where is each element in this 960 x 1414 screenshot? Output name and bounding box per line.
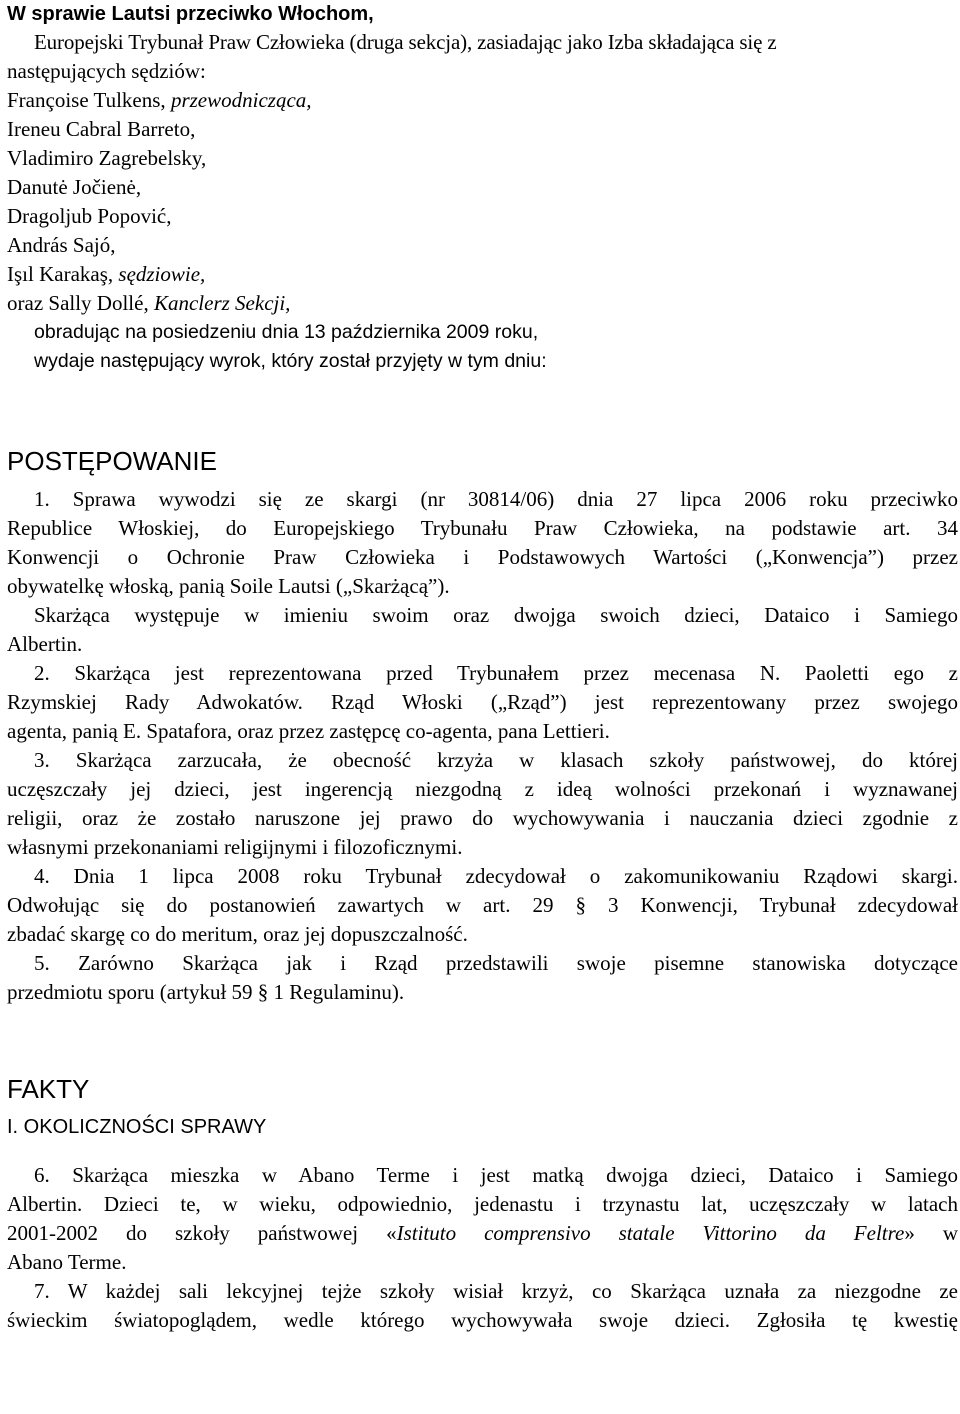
procedure-line: obywatelkę włoską, panią Soile Lautsi („Skarżącą”).	[7, 574, 450, 598]
document-page	[7, 0, 958, 1335]
para6-line-1: 6. Skarżąca mieszka w Abano Terme i jest matką dwojga dzieci, Dataico i Samiego	[34, 1163, 958, 1187]
procedure-line: Rzymskiej Rady Adwokatów. Rząd Włoski („Rząd”) jest reprezentowany przez swojego	[7, 690, 958, 714]
procedure-section	[7, 485, 958, 1007]
procedure-line: przedmiotu sporu (artykuł 59 § 1 Regulaminu).	[7, 980, 405, 1004]
procedure-line: uczęszczały jej dzieci, jest ingerencją niezgodną z ideą wolności przekonań i wyznawanej	[7, 777, 958, 801]
para6-line-4: Abano Terme.	[7, 1250, 127, 1274]
para7-line-2: świeckim światopoglądem, wedle którego wychowywała swoje dzieci. Zgłosiła tę kwestię	[7, 1308, 958, 1332]
case-title: W sprawie Lautsi przeciwko Włochom,	[7, 3, 374, 25]
judges-list	[7, 86, 958, 318]
judge-line: András Sajó,	[7, 233, 116, 257]
procedure-line: 1. Sprawa wywodzi się ze skargi (nr 30814/06) dnia 27 lipca 2006 roku przeciwko	[34, 487, 958, 511]
procedure-line: 4. Dnia 1 lipca 2008 roku Trybunał zdecydował o zakomunikowaniu Rządowi skargi.	[34, 864, 958, 888]
para6-line-2: Albertin. Dzieci te, w wieku, odpowiednio, jedenastu i trzynastu lat, uczęszczały w latach	[7, 1192, 958, 1216]
judge-line: Vladimiro Zagrebelsky,	[7, 146, 207, 170]
judge-line: Danutė Jočienė,	[7, 175, 142, 199]
procedure-line: Albertin.	[7, 632, 83, 656]
procedure-line: Odwołując się do postanowień zawartych w art. 29 § 3 Konwencji, Trybunał zdecydował	[7, 893, 958, 917]
heading-facts: FAKTY	[7, 1074, 90, 1104]
session-line-1: obradując na posiedzeniu dnia 13 października 2009 roku,	[34, 321, 539, 343]
intro-line-2: następujących sędziów:	[7, 59, 206, 83]
heading-circumstances: I. OKOLICZNOŚCI SPRAWY	[7, 1116, 267, 1138]
procedure-line: agenta, panią E. Spatafora, oraz przez zastępcę co-agenta, pana Lettieri.	[7, 719, 610, 743]
para7-line-1: 7. W każdej sali lekcyjnej tejże szkoły wisiał krzyż, co Skarżąca uznała za niezgodne ze	[34, 1279, 958, 1303]
procedure-line: 5. Zarówno Skarżąca jak i Rząd przedstawili swoje pisemne stanowiska dotyczące	[34, 951, 958, 975]
judge-line: Dragoljub Popović,	[7, 204, 172, 228]
judge-line: Ireneu Cabral Barreto,	[7, 117, 196, 141]
procedure-line: religii, oraz że zostało naruszone jej prawo do wychowywania i nauczania dzieci zgodnie z	[7, 806, 958, 830]
procedure-line: 2. Skarżąca jest reprezentowana przed Trybunałem przez mecenasa N. Paoletti ego z	[34, 661, 958, 685]
paragraph-6	[7, 1161, 958, 1277]
heading-procedure: POSTĘPOWANIE	[7, 446, 217, 476]
judge-line: Işıl Karakaş, sędziowie,	[7, 262, 206, 286]
judge-line: oraz Sally Dollé, Kanclerz Sekcji,	[7, 291, 291, 315]
procedure-line: 3. Skarżąca zarzucała, że obecność krzyża w klasach szkoły państwowej, do której	[34, 748, 958, 772]
paragraph-7	[7, 1277, 958, 1335]
procedure-line: Republice Włoskiej, do Europejskiego Trybunału Praw Człowieka, na podstawie art. 34	[7, 516, 958, 540]
intro-line-1: Europejski Trybunał Praw Człowieka (druga sekcja), zasiadając jako Izba składająca się z	[34, 30, 777, 54]
procedure-line: własnymi przekonaniami religijnymi i filozoficznymi.	[7, 835, 463, 859]
procedure-line: Skarżąca występuje w imieniu swoim oraz dwojga swoich dzieci, Dataico i Samiego	[34, 603, 958, 627]
para6-line-3: 2001-2002 do szkoły państwowej «Istituto comprensivo statale Vittorino da Feltre» w	[7, 1221, 958, 1245]
procedure-line: Konwencji o Ochronie Praw Człowieka i Podstawowych Wartości („Konwencja”) przez	[7, 545, 958, 569]
judge-line: Françoise Tulkens, przewodnicząca,	[7, 88, 312, 112]
session-line-2: wydaje następujący wyrok, który został przyjęty w tym dniu:	[34, 350, 547, 372]
procedure-line: zbadać skargę co do meritum, oraz jej dopuszczalność.	[7, 922, 468, 946]
